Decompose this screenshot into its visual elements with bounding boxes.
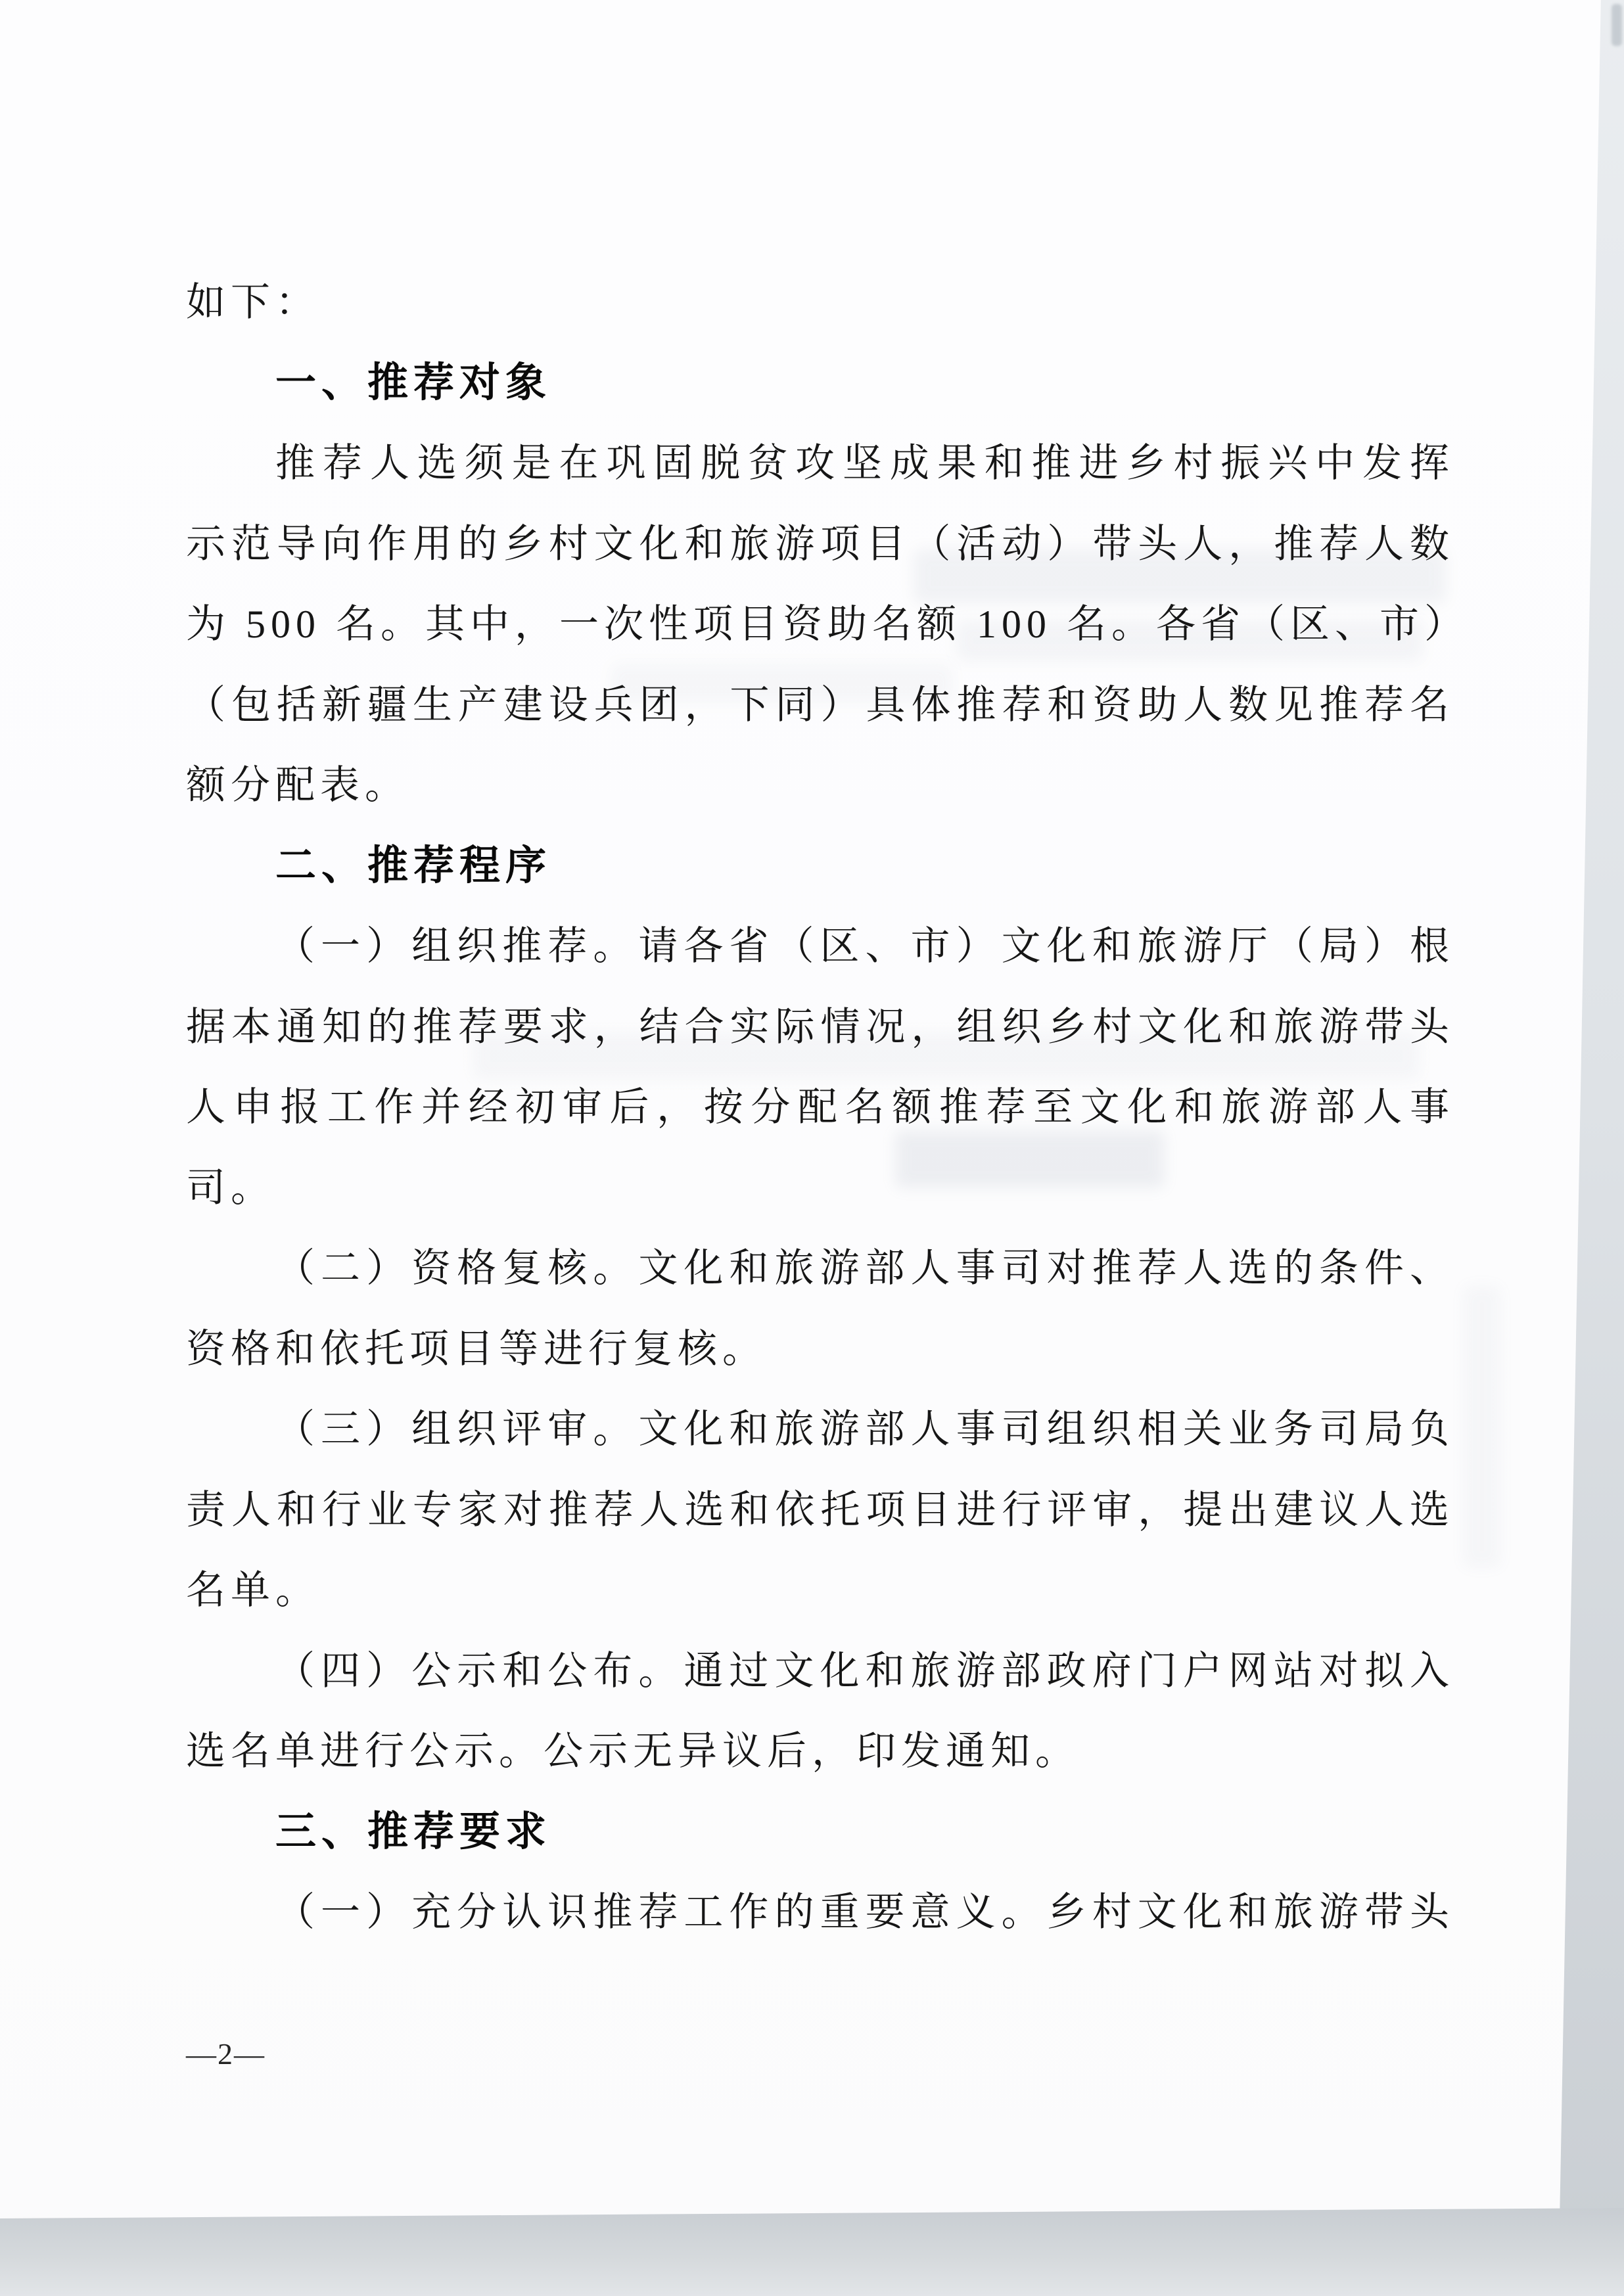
- page-number: —2—: [186, 2037, 266, 2071]
- text-line: 资格和依托项目等进行复核。: [186, 1327, 767, 1371]
- bleed-through-artifact: [1463, 1285, 1501, 1568]
- text-line: 如下：: [186, 281, 320, 324]
- section-heading: 一、推荐对象: [275, 359, 552, 405]
- text-line: （包括新疆生产建设兵团，下同）具体推荐和资助人数见推荐名: [186, 683, 1454, 727]
- text-line: 名单。: [186, 1569, 320, 1612]
- text-line: （三）组织评审。文化和旅游部人事司组织相关业务司局负: [275, 1408, 1454, 1451]
- section-heading: 三、推荐要求: [275, 1808, 552, 1854]
- scan-smudge: [1612, 4, 1622, 46]
- text-line: 为 500 名。其中，一次性项目资助名额 100 名。各省（区、市）: [186, 603, 1469, 646]
- section-heading: 二、推荐程序: [275, 842, 552, 888]
- text-line: 据本通知的推荐要求，结合实际情况，组织乡村文化和旅游带头: [186, 1005, 1454, 1049]
- text-line: （一）组织推荐。请各省（区、市）文化和旅游厅（局）根: [275, 925, 1454, 968]
- text-line: 人申报工作并经初审后，按分配名额推荐至文化和旅游部人事: [186, 1086, 1454, 1129]
- text-line: 示范导向作用的乡村文化和旅游项目（活动）带头人，推荐人数: [186, 522, 1454, 566]
- text-line: 选名单进行公示。公示无异议后，印发通知。: [186, 1730, 1080, 1773]
- scan-edge-right: [1552, 0, 1624, 2296]
- text-line: （一）充分认识推荐工作的重要意义。乡村文化和旅游带头: [275, 1891, 1454, 1934]
- text-line: 责人和行业专家对推荐人选和依托项目进行评审，提出建议人选: [186, 1488, 1454, 1532]
- text-line: （二）资格复核。文化和旅游部人事司对推荐人选的条件、: [275, 1247, 1454, 1290]
- text-line: 司。: [186, 1166, 275, 1210]
- text-line: 推荐人选须是在巩固脱贫攻坚成果和推进乡村振兴中发挥: [275, 442, 1454, 485]
- scan-edge-bottom: [0, 2208, 1624, 2296]
- text-block: [186, 262, 1469, 1953]
- text-line: （四）公示和公布。通过文化和旅游部政府门户网站对拟入: [275, 1649, 1454, 1693]
- text-line: 额分配表。: [186, 764, 409, 807]
